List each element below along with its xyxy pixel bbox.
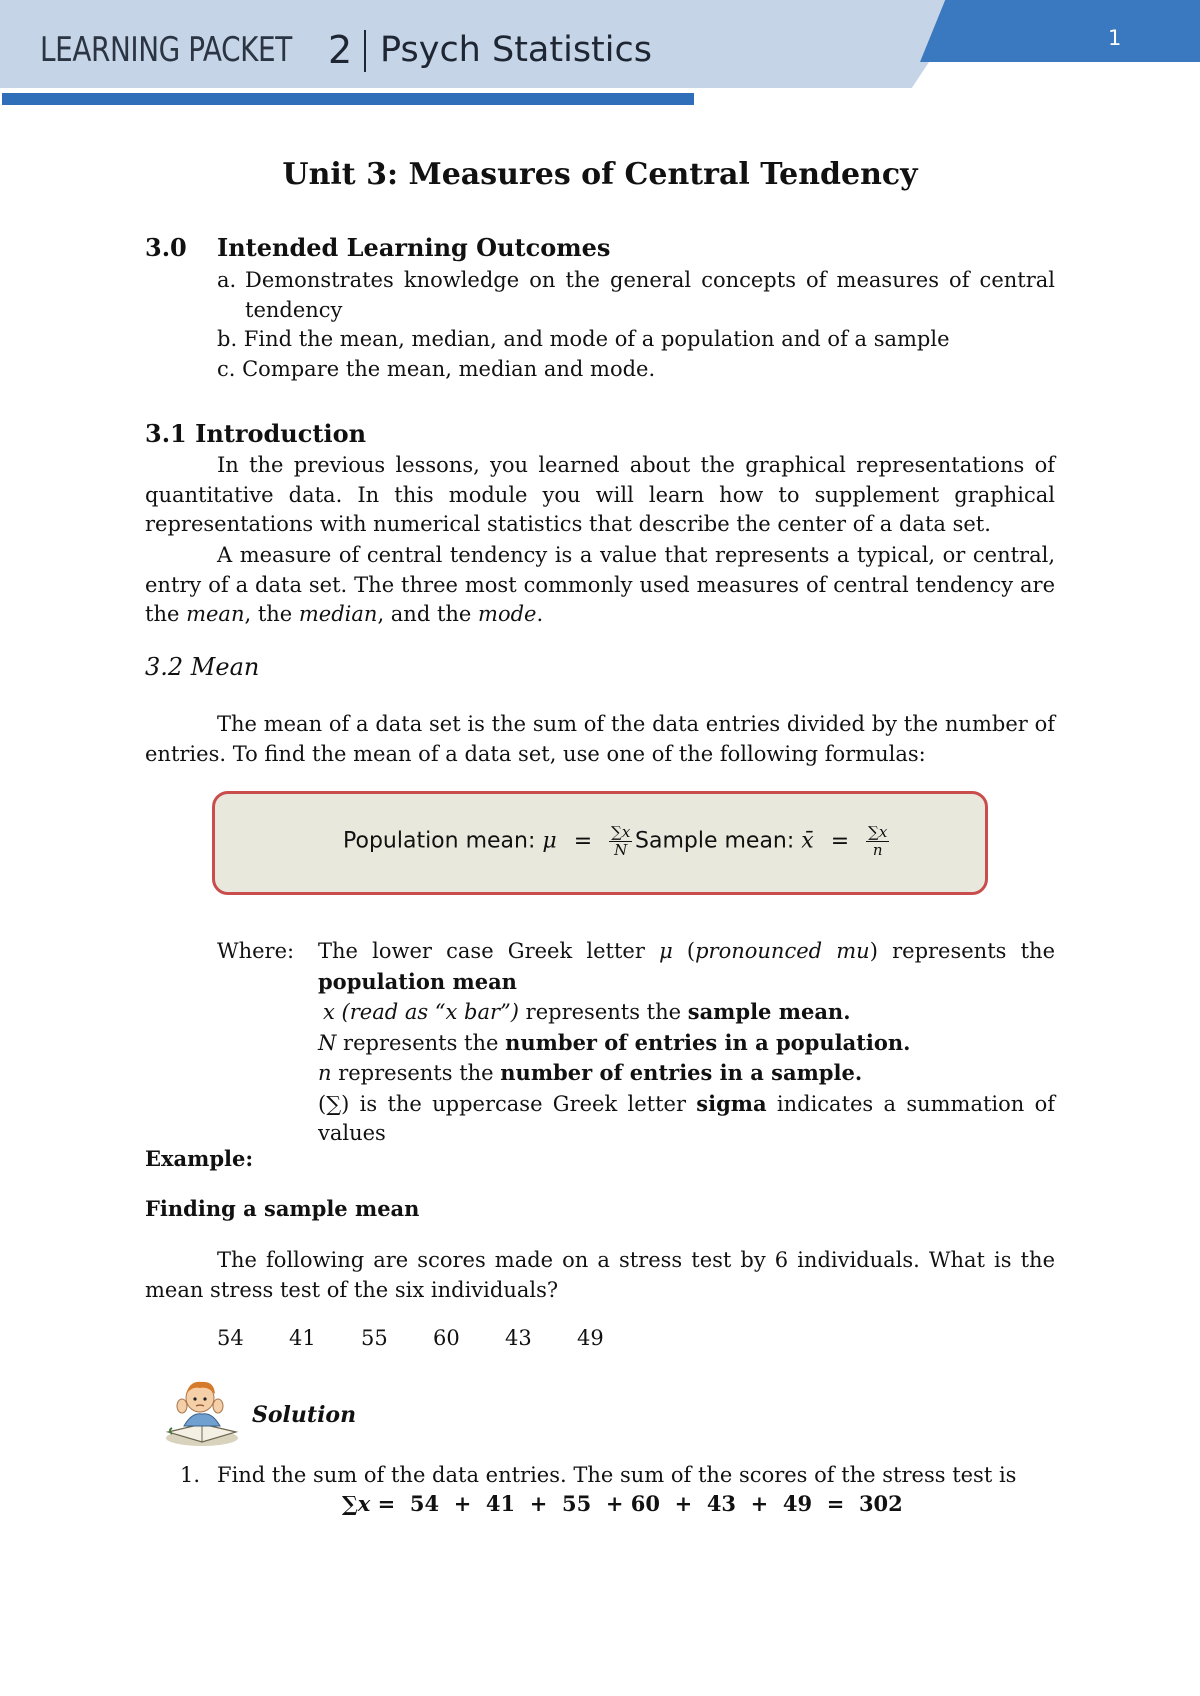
N-symbol: N — [318, 1030, 337, 1055]
intro-p2-line1: A measure of central tendency is a value that represents a typical, or central, — [217, 543, 1055, 567]
population-fraction — [609, 824, 632, 859]
page-number-tab — [920, 0, 1200, 62]
term-mode: mode — [478, 602, 537, 626]
term-sigma: sigma — [696, 1090, 767, 1116]
score-item: 54 — [217, 1326, 244, 1350]
formula-box — [212, 791, 988, 895]
intro-paragraph-1 — [145, 451, 1055, 540]
intro-heading: 3.1 Introduction — [145, 419, 367, 448]
example-p-line1: The following are scores made on a stress test by 6 individuals. What is the — [217, 1248, 1055, 1272]
header-rule — [2, 93, 694, 105]
text: represents the — [331, 1061, 501, 1085]
ilo-a-line2: tendency — [245, 297, 343, 322]
ilo-a-text — [245, 266, 1055, 325]
intro-p2-line3 — [145, 600, 1055, 630]
text-the: , the — [244, 602, 299, 626]
mean-p-line1: The mean of a data set is the sum of the data entries divided by the number of — [217, 712, 1055, 736]
header-title: Psych Statistics — [380, 30, 652, 70]
text: represents the — [336, 1030, 506, 1055]
mu-symbol: μ — [659, 939, 673, 963]
sigma-x-symbol: ∑x — [342, 1491, 371, 1516]
text: indicates a summation of — [766, 1091, 1056, 1116]
where-line-population-mean — [318, 967, 1055, 998]
score-list — [217, 1324, 649, 1354]
ilo-heading: Intended Learning Outcomes — [217, 233, 611, 262]
score-item: 41 — [289, 1326, 316, 1350]
mu-symbol: μ — [542, 828, 557, 854]
where-label: Where: — [217, 939, 295, 963]
header-packet-label: LEARNING PACKET — [40, 30, 292, 70]
page-number: 1 — [1108, 26, 1122, 50]
mean-p-line2: entries. To find the mean of a data set, use one of the following formulas: — [145, 741, 926, 766]
text-and: , and the — [377, 602, 479, 626]
solution-label: Solution — [252, 1402, 357, 1428]
score-item: 55 — [361, 1326, 388, 1350]
score-item: 49 — [577, 1326, 604, 1350]
population-mean-label: Population mean: — [343, 828, 543, 854]
fraction-numerator: ∑x — [868, 823, 888, 841]
score-item: 60 — [433, 1326, 460, 1350]
term-population-size: number of entries in a population. — [505, 1029, 911, 1055]
fraction-denominator: n — [872, 841, 883, 859]
where-definitions — [318, 937, 1055, 1149]
example-label: Example: — [145, 1146, 254, 1171]
term-median: median — [298, 602, 378, 626]
sum-expression: = 54 + 41 + 55 + 60 + 43 + 49 = 302 — [370, 1491, 903, 1516]
mean-heading: 3.2 Mean — [145, 653, 260, 681]
term-mean: mean — [186, 602, 245, 626]
example-p-line2: mean stress test of the six individuals? — [145, 1277, 559, 1302]
child-reading-icon — [162, 1372, 242, 1448]
text-period: . — [536, 602, 544, 626]
equals-sign: = — [573, 828, 593, 854]
ilo-c: c. Compare the mean, median and mode. — [217, 357, 656, 381]
mean-paragraph — [145, 710, 1055, 769]
population-mean-formula — [343, 824, 632, 859]
text-the: the — [145, 602, 187, 626]
text: ( — [672, 939, 696, 963]
n-symbol: n — [318, 1061, 332, 1085]
step-text: Find the sum of the data entries. The sum of the scores of the stress test is — [217, 1463, 1017, 1487]
example-heading: Finding a sample mean — [145, 1196, 420, 1221]
step-number: 1. — [180, 1463, 201, 1487]
pronunciation-note: pronounced mu — [695, 939, 870, 963]
text: The lower case Greek letter — [318, 939, 660, 963]
sample-mean-label: Sample mean: — [635, 828, 802, 854]
intro-p1-line1: In the previous lessons, you learned about the graphical representations of — [217, 453, 1055, 477]
fraction-denominator: N — [614, 841, 628, 859]
ilo-a-line1: Demonstrates knowledge on the general concepts of measures of central — [245, 268, 1055, 292]
equals-sign: = — [830, 828, 850, 854]
term-sample-mean: sample mean. — [687, 999, 851, 1024]
where-line-values: values — [318, 1121, 386, 1145]
where-line-N — [318, 1028, 1055, 1059]
x-symbol: x — [323, 1000, 335, 1024]
unit-title: Unit 3: Measures of Central Tendency — [282, 157, 918, 192]
header-separator — [364, 30, 366, 72]
term-population-mean: population mean — [318, 968, 517, 994]
text: (∑) is the uppercase Greek letter — [318, 1091, 697, 1116]
ilo-b: b. Find the mean, median, and mode of a population and of a sample — [217, 327, 950, 351]
read-as-note: (read as “x bar”) — [341, 1000, 519, 1024]
where-line-x-bar — [318, 997, 1055, 1028]
where-line-mu — [318, 937, 1055, 967]
intro-p1-line2: quantitative data. In this module you will learn how to supplement graphical — [145, 482, 1055, 507]
header-packet-number: 2 — [328, 28, 353, 72]
intro-p2-line2: entry of a data set. The three most commonly used measures of central tendency are — [145, 572, 1055, 597]
fraction-numerator: ∑x — [611, 823, 631, 841]
ilo-number: 3.0 — [145, 233, 187, 262]
where-line-sigma — [318, 1089, 1055, 1120]
sample-mean-formula — [635, 824, 889, 859]
ilo-a-label: a. — [217, 268, 237, 292]
where-line-n — [318, 1058, 1055, 1089]
intro-p1-line3: representations with numerical statistics that describe the center of a data set. — [145, 512, 991, 536]
text: represents the — [519, 1000, 688, 1024]
score-item: 43 — [505, 1326, 532, 1350]
sum-equation — [342, 1491, 903, 1516]
example-paragraph — [145, 1246, 1055, 1305]
sample-fraction — [866, 824, 889, 859]
text: ) represents the — [869, 939, 1055, 963]
x-bar-symbol: x̄ — [801, 828, 814, 854]
intro-paragraph-2 — [145, 541, 1055, 630]
term-sample-size: number of entries in a sample. — [500, 1060, 863, 1085]
